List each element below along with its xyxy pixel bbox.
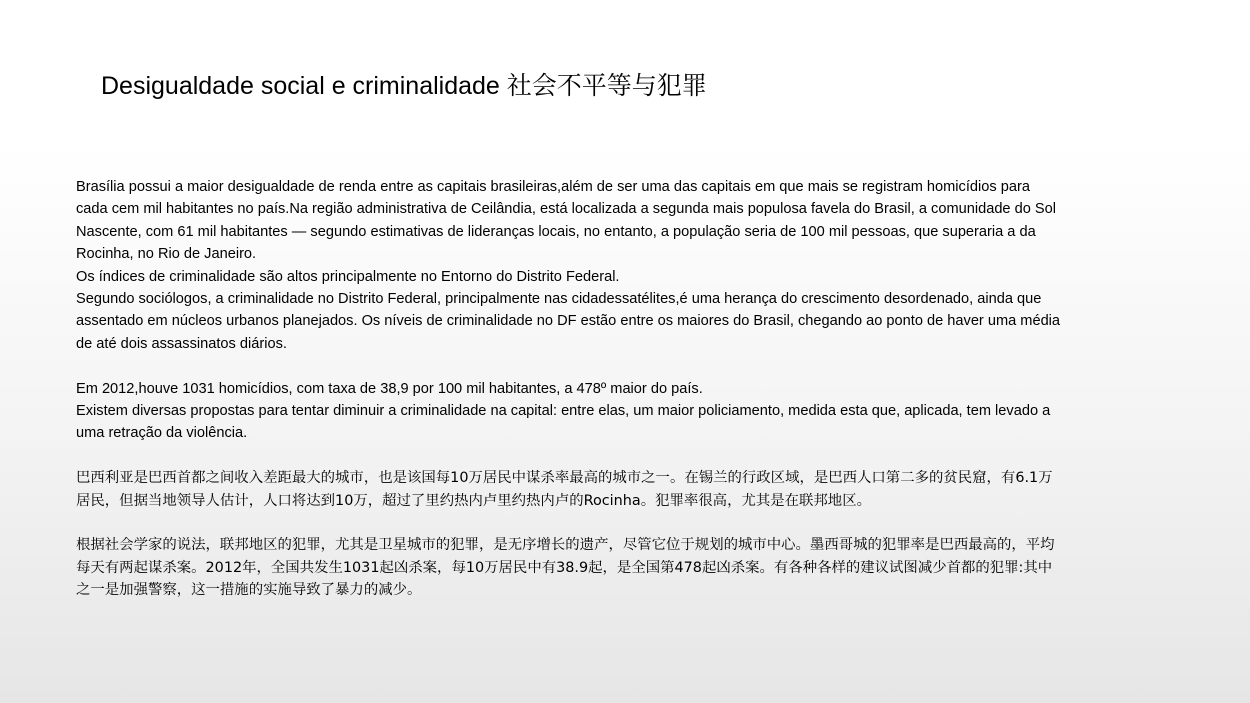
paragraph-spacer [76, 355, 1061, 377]
paragraph-pt-2: Os índices de criminalidade são altos principalmente no Entorno do Distrito Federal. [76, 268, 620, 285]
paragraph-zh-2: 根据社会学家的说法，联邦地区的犯罪，尤其是卫星城市的犯罪，是无序增长的遗产，尽管它位于规划的城市中心。墨西哥城的犯罪率是巴西最高的，平均每天有两起谋杀案。2012年，全国共发生1031起凶杀案，每10万居民中有38.9起，是全国第478起凶杀案。有各种各样的建议试图减少首都的犯罪:其中之一是加强警察，这一措施的实施导致了暴力的减少。 [76, 537, 1055, 599]
paragraph-spacer [76, 512, 1061, 534]
slide-title: Desigualdade social e criminalidade 社会不平等与犯罪 [101, 72, 707, 100]
paragraph-pt-5: Existem diversas propostas para tentar diminuir a criminalidade na capital: entre elas, um maior policiamento, medida esta que, aplicada, tem levado a uma retração da violência. [76, 403, 1051, 442]
paragraph-pt-3: Segundo sociólogos, a criminalidade no Distrito Federal, principalmente nas cidadessatélites,é uma herança do crescimento desordenado, ainda que assentado em núcleos urbanos planejados. Os níveis de criminalidade no DF estão entre os maiores do Brasil, chegando ao ponto de haver uma média de até dois assassinatos diários. [76, 291, 1061, 352]
paragraph-zh-1: 巴西利亚是巴西首都之间收入差距最大的城市，也是该国每10万居民中谋杀率最高的城市之一。在锡兰的行政区域，是巴西人口第二多的贫民窟，有6.1万居民，但据当地领导人估计，人口将达到10万，超过了里约热内卢里约热内卢的Rocinha。犯罪率很高，尤其是在联邦地区。 [76, 470, 1053, 509]
paragraph-spacer [76, 445, 1061, 467]
paragraph-pt-1: Brasília possui a maior desigualdade de renda entre as capitais brasileiras,além de ser uma das capitais em que mais se registram homicídios para cada cem mil habitantes no país.Na região administrativa de Ceilândia, está localizada a segunda mais populosa favela do Brasil, a comunidade do Sol Nascente, com 61 mil habitantes — segundo estimativas de lideranças locais, no entanto, a população seria de 100 mil pessoas, que superaria a da Rocinha, no Rio de Janeiro. [76, 179, 1056, 263]
paragraph-pt-4: Em 2012,houve 1031 homicídios, com taxa de 38,9 por 100 mil habitantes, a 478º maior do país. [76, 380, 703, 397]
slide-body-text [76, 176, 1061, 602]
